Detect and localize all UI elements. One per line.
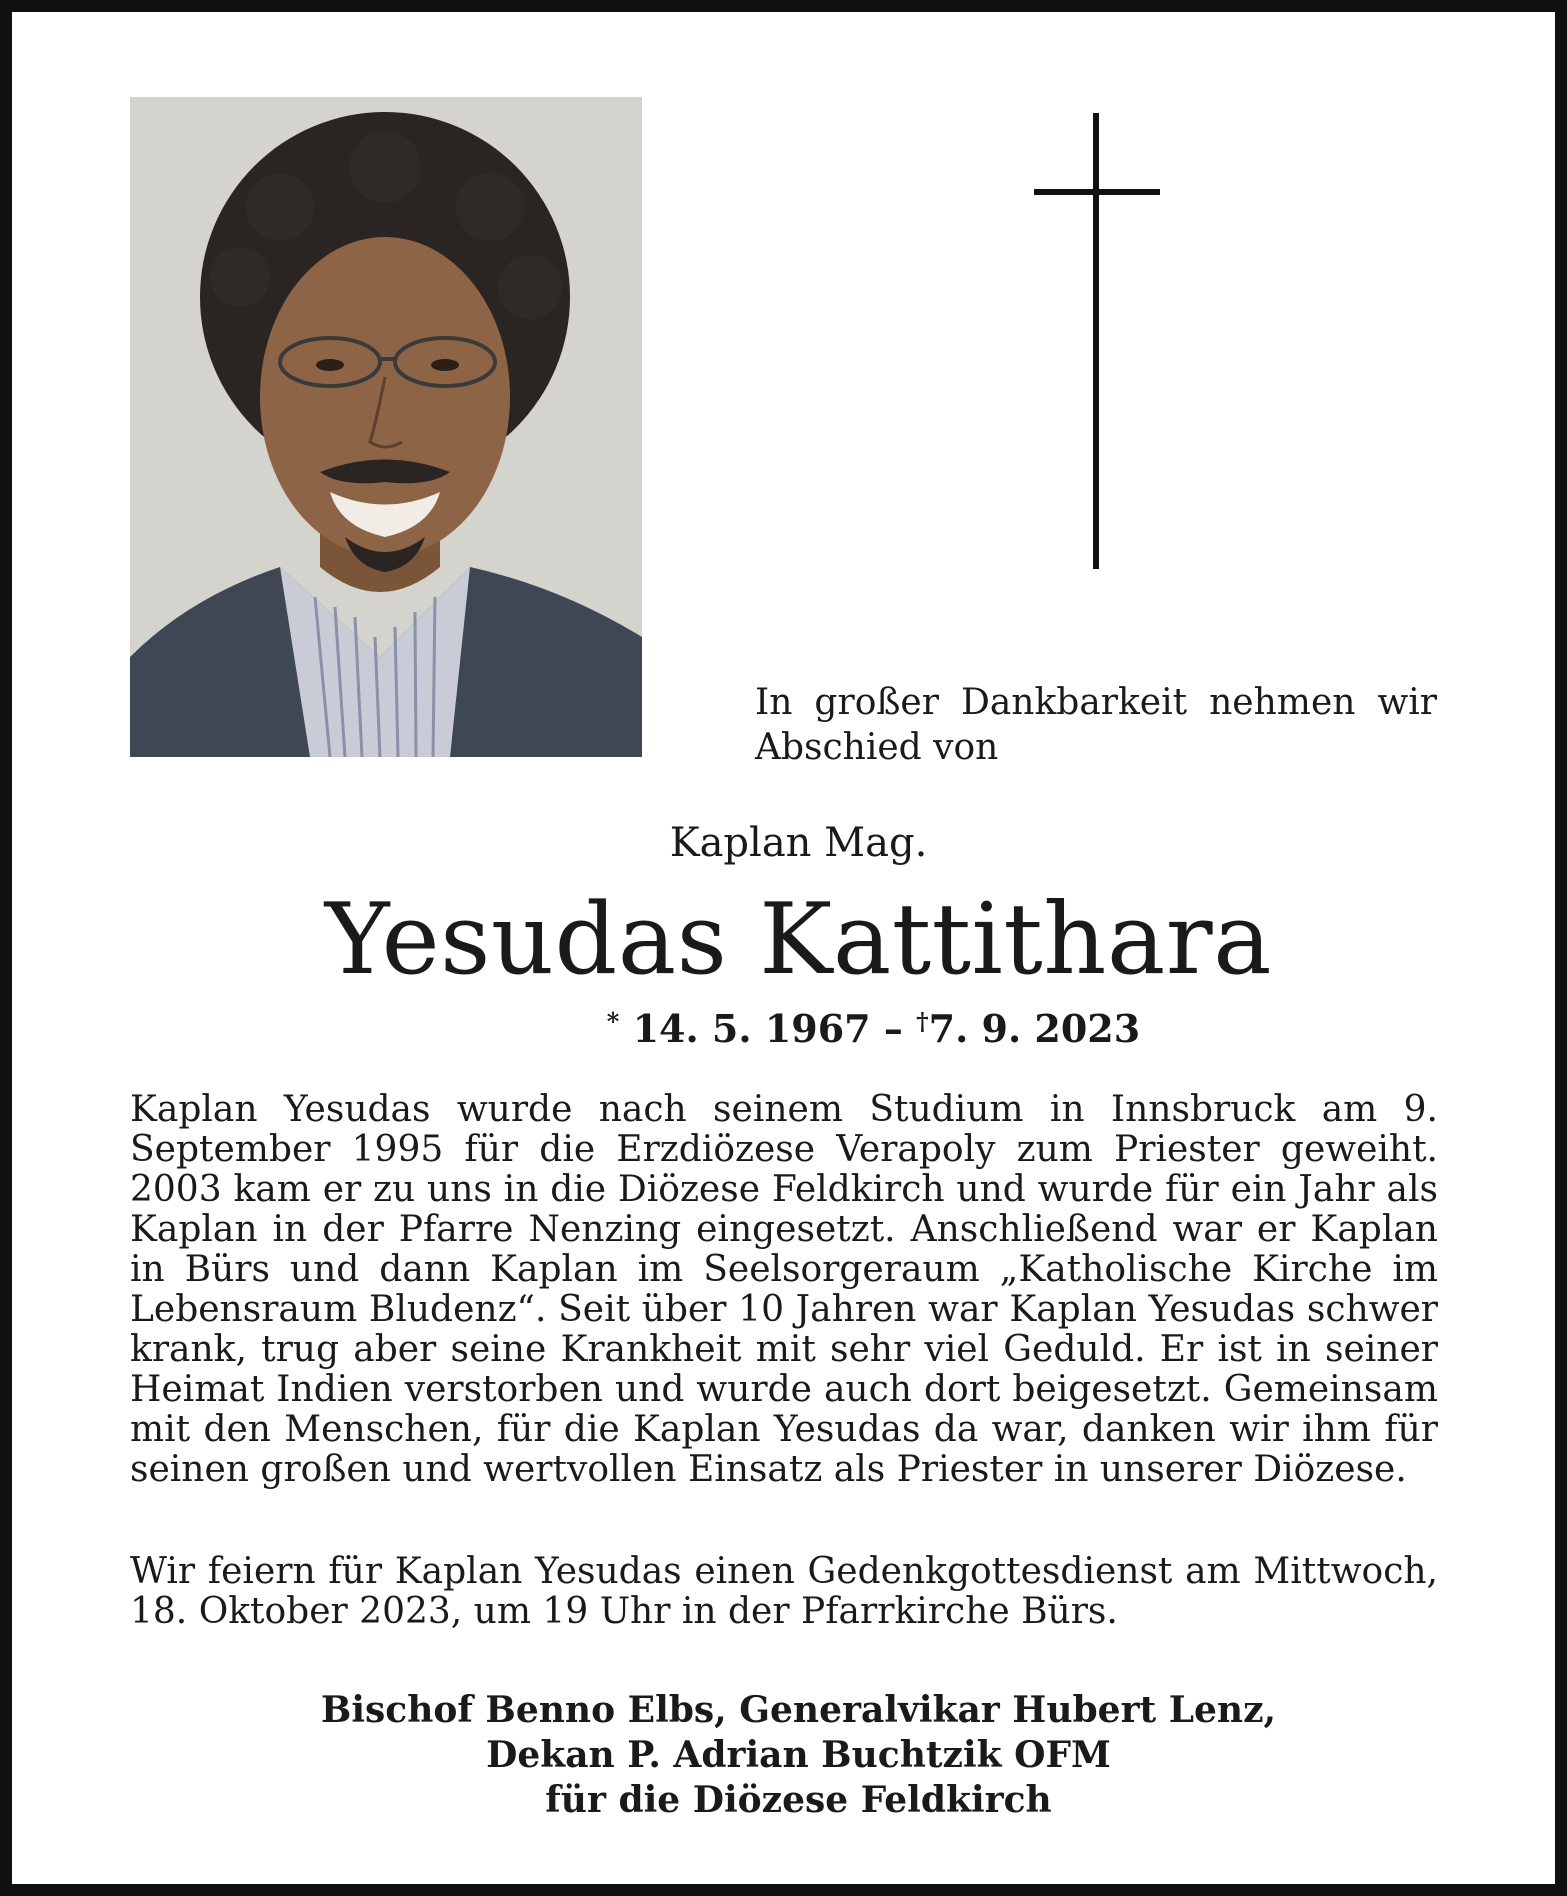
cross-horizontal-bar bbox=[1034, 189, 1160, 195]
signer-line: Bischof Benno Elbs, Generalvikar Hubert Lenz, bbox=[320, 1689, 1277, 1731]
deceased-name: Yesudas Kattithara bbox=[324, 883, 1273, 997]
intro-text: In großer Dankbarkeit nehmen wir Abschied von bbox=[755, 682, 1437, 768]
cross-icon bbox=[1034, 113, 1160, 569]
birth-date: 14. 5. 1967 – bbox=[632, 1006, 903, 1051]
signer-line: Dekan P. Adrian Buchtzik OFM bbox=[486, 1734, 1111, 1776]
life-dates bbox=[0, 1005, 1567, 1053]
memorial-service-paragraph: Wir feiern für Kaplan Yesudas einen Gedenkgottesdienst am Mittwoch, 18. Oktober 2023, um 19 Uhr in der Pfarrkirche Bürs. bbox=[130, 1551, 1438, 1632]
signatories bbox=[0, 1688, 1567, 1823]
title-prefix: Kaplan Mag. bbox=[669, 820, 928, 866]
death-date: 7. 9. 2023 bbox=[928, 1006, 1141, 1051]
cross-vertical-bar bbox=[1093, 113, 1099, 569]
death-symbol: † bbox=[916, 1007, 929, 1036]
portrait-illustration bbox=[130, 97, 642, 757]
portrait-photo bbox=[130, 97, 642, 757]
birth-symbol: * bbox=[606, 1007, 620, 1036]
biography-paragraph: Kaplan Yesudas wurde nach seinem Studium in Innsbruck am 9. September 1995 für die Erzdiözese Verapoly zum Priester geweiht. 2003 kam er zu uns in die Diözese Feldkirch und wurde für ein Jahr als Kaplan in der Pfarre Nenzing eingesetzt. Anschließend war er Kaplan in Bürs und dann Kaplan im Seelsorgeraum „Katholische Kirche im Lebensraum Bludenz“. Seit über 10 Jahren war Kaplan Yesudas schwer krank, trug aber seine Krankheit mit sehr viel Geduld. Er ist in seiner Heimat Indien verstorben und wurde auch dort beigesetzt. Gemeinsam mit den Menschen, für die Kaplan Yesudas da war, danken wir ihm für seinen großen und wertvollen Einsatz als Priester in unserer Diözese. bbox=[130, 1089, 1438, 1490]
signer-line: für die Diözese Feldkirch bbox=[545, 1779, 1052, 1821]
